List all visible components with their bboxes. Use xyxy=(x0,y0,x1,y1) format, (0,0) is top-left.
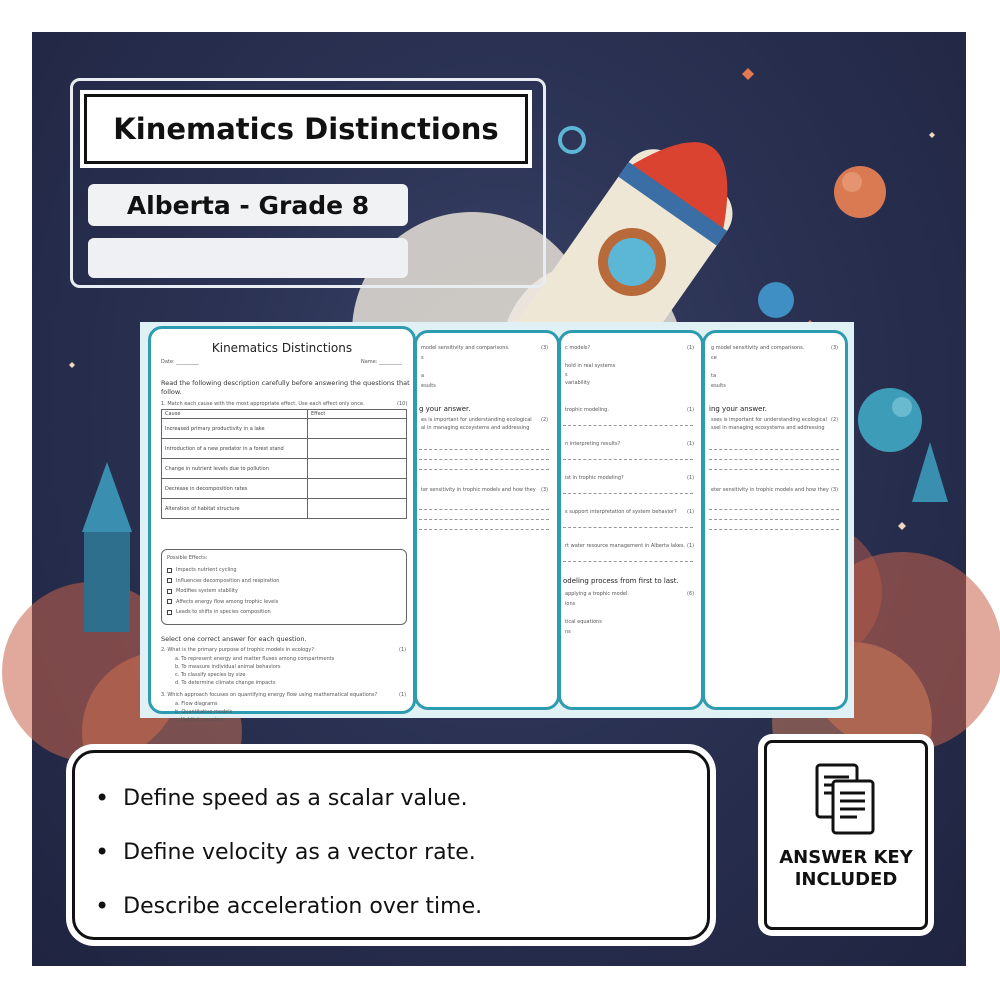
page2-heading: g your answer. xyxy=(419,405,471,413)
table-header-cause: Cause xyxy=(162,410,308,419)
table-row-effect[interactable] xyxy=(308,479,407,499)
page2-line: model sensitivity and comparisons. xyxy=(421,345,510,351)
possible-effects-box xyxy=(161,549,407,625)
page2-line: al in managing ecosystems and addressing xyxy=(421,425,530,431)
table-header-effect: Effect xyxy=(308,410,407,419)
q3-option[interactable]: c. Habitat mapping xyxy=(175,717,223,723)
q3-option[interactable]: b. Quantitative models xyxy=(175,709,233,715)
page2-line: s xyxy=(421,355,424,361)
table-row-cause: Alteration of habitat structure xyxy=(162,499,308,519)
worksheet-date-label: Date: _________ xyxy=(161,359,199,365)
page3-line: n interpreting results? xyxy=(565,441,621,447)
question-1-points: (10) xyxy=(397,401,408,407)
checkbox-icon[interactable] xyxy=(167,610,172,615)
table-row-effect[interactable] xyxy=(308,419,407,439)
page4-line: ce xyxy=(711,355,717,361)
page3-line: trophic modeling. xyxy=(565,407,609,413)
page-title: Kinematics Distinctions xyxy=(113,112,499,146)
q2-option[interactable]: a. To represent energy and matter fluxes among compartments xyxy=(175,656,335,662)
page3-line: hold in real systems xyxy=(565,363,616,369)
checkbox-icon[interactable] xyxy=(167,578,172,583)
page4-line: esults xyxy=(711,383,726,389)
table-row-effect[interactable] xyxy=(308,459,407,479)
page2-points: (3) xyxy=(541,345,549,351)
document-icon xyxy=(811,761,881,841)
effect-item[interactable]: Modifies system stability xyxy=(167,586,279,597)
effect-item[interactable]: Affects energy flow among trophic levels xyxy=(167,597,279,608)
page3-line: tical equations xyxy=(565,619,602,625)
mc-heading: Select one correct answer for each question. xyxy=(161,635,307,643)
objective-item: • Describe acceleration over time. xyxy=(95,879,482,933)
page3-line: applying a trophic model. xyxy=(565,591,629,597)
question-3-points: (1) xyxy=(399,692,407,698)
page3-points: (1) xyxy=(687,543,695,549)
effect-item[interactable]: Leads to shifts in species composition xyxy=(167,607,279,618)
worksheet-instructions-2: follow. xyxy=(161,388,182,396)
table-row-effect[interactable] xyxy=(308,499,407,519)
page3-heading: odeling process from first to last. xyxy=(563,577,679,585)
table-row-cause: Change in nutrient levels due to pollution xyxy=(162,459,308,479)
page3-points: (1) xyxy=(687,509,695,515)
worksheet-instructions: Read the following description carefully before answering the questions that xyxy=(161,379,410,387)
q2-option[interactable]: b. To measure individual animal behaviors xyxy=(175,664,281,670)
page3-line: ist in trophic modeling? xyxy=(565,475,624,481)
match-table xyxy=(161,409,407,519)
worksheet-page-1 xyxy=(148,326,416,723)
answer-key-line-1: ANSWER KEY xyxy=(779,847,913,868)
page3-line: c models? xyxy=(565,345,591,351)
page2-points: (2) xyxy=(541,417,549,423)
blank-label-box xyxy=(88,238,408,278)
page4-heading: ing your answer. xyxy=(709,405,767,413)
checkbox-icon[interactable] xyxy=(167,568,172,573)
page4-line: g model sensitivity and comparisons. xyxy=(711,345,805,351)
q2-option[interactable]: d. To determine climate change impacts xyxy=(175,680,276,686)
worksheet-title: Kinematics Distinctions xyxy=(211,341,353,355)
checkbox-icon[interactable] xyxy=(167,589,172,594)
page4-points: (3) xyxy=(831,487,839,493)
page4-line: eter sensitivity in trophic models and how they xyxy=(711,487,829,493)
objective-item: • Define speed as a scalar value. xyxy=(95,771,482,825)
page4-line: sses is important for understanding ecological xyxy=(711,417,827,423)
question-1: 1. Match each cause with the most appropriate effect. Use each effect only once. xyxy=(161,401,365,407)
effects-title: Possible Effects: xyxy=(167,555,208,561)
question-2-points: (1) xyxy=(399,647,407,653)
page4-points: (3) xyxy=(831,345,839,351)
worksheet-name-label: Name: _________ xyxy=(361,359,402,365)
answer-key-badge xyxy=(764,740,928,930)
table-row-effect[interactable] xyxy=(308,439,407,459)
q3-option[interactable]: a. Flow diagrams xyxy=(175,701,218,707)
title-box xyxy=(84,94,528,164)
table-row-cause: Increased primary productivity in a lake xyxy=(162,419,308,439)
question-3: 3. Which approach focuses on quantifying energy flow using mathematical equations? xyxy=(161,692,378,698)
question-2: 2. What is the primary purpose of trophic models in ecology? xyxy=(161,647,314,653)
answer-key-line-2: INCLUDED xyxy=(794,869,898,890)
page2-line: esults xyxy=(421,383,436,389)
page3-line: s xyxy=(565,372,568,378)
effect-item[interactable]: Influences decomposition and respiration xyxy=(167,576,279,587)
objectives-box xyxy=(72,750,710,940)
page3-points: (1) xyxy=(687,407,695,413)
page3-line: s support interpretation of system behavior? xyxy=(565,509,677,515)
page2-line: ter sensitivity in trophic models and how they xyxy=(421,487,536,493)
q2-option[interactable]: c. To classify species by size xyxy=(175,672,246,678)
page2-line: es is important for understanding ecological xyxy=(421,417,532,423)
checkbox-icon[interactable] xyxy=(167,599,172,604)
page3-line: ns xyxy=(565,629,571,635)
page2-points: (3) xyxy=(541,487,549,493)
page3-points: (1) xyxy=(687,441,695,447)
table-row-cause: Decrease in decomposition rates xyxy=(162,479,308,499)
objectives-list xyxy=(95,771,482,933)
page3-points: (1) xyxy=(687,345,695,351)
poster-background xyxy=(32,32,966,966)
page4-line: ssel in managing ecosystems and addressing xyxy=(711,425,825,431)
page2-line: a xyxy=(421,373,425,379)
page3-line: ions xyxy=(565,601,576,607)
page4-line: ta xyxy=(711,373,717,379)
subtitle: Alberta - Grade 8 xyxy=(126,190,370,220)
page4-points: (2) xyxy=(831,417,839,423)
page3-line: variability xyxy=(565,380,590,386)
page3-points: (1) xyxy=(687,475,695,481)
effect-item[interactable]: Impacts nutrient cycling xyxy=(167,565,279,576)
page3-line: rt water resource management in Alberta lakes. xyxy=(565,543,686,549)
worksheet-page-3 xyxy=(558,330,704,710)
table-row-cause: Introduction of a new predator in a forest stand xyxy=(162,439,308,459)
worksheet-page-2 xyxy=(414,330,560,710)
worksheet-page-4 xyxy=(702,330,848,710)
page3-points: (6) xyxy=(687,591,695,597)
subtitle-box xyxy=(88,184,408,226)
objective-item: • Define velocity as a vector rate. xyxy=(95,825,482,879)
